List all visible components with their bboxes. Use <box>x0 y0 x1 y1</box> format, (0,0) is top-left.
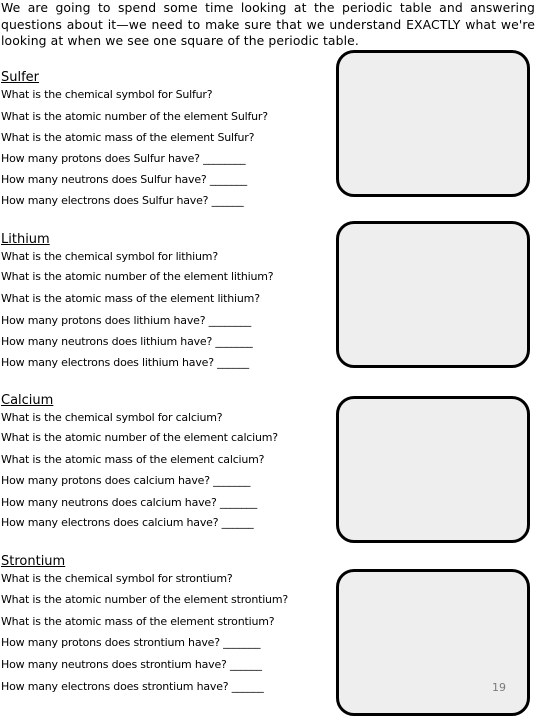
question-neutrons: How many neutrons does calcium have? _______ <box>1 496 258 509</box>
question-protons: How many protons does calcium have? _______ <box>1 474 251 487</box>
question-neutrons: How many neutrons does Sulfur have? _______ <box>1 173 247 186</box>
question-atomic-number: What is the atomic number of the element lithium? <box>1 270 274 283</box>
section-title: Calcium <box>1 393 54 408</box>
question-chemical-symbol: What is the chemical symbol for calcium? <box>1 411 223 424</box>
question-atomic-number: What is the atomic number of the element strontium? <box>1 593 288 606</box>
intro-paragraph: We are going to spend some time looking at the periodic table and answering questions about it—we need to make sure that we understand EXACTLY what we're looking at when we see one square of the periodic table. <box>1 0 535 48</box>
question-protons: How many protons does Sulfur have? ________ <box>1 152 246 165</box>
answer-box-calcium[interactable] <box>336 396 530 543</box>
section-title: Lithium <box>1 232 50 247</box>
question-chemical-symbol: What is the chemical symbol for strontium? <box>1 572 233 585</box>
question-chemical-symbol: What is the chemical symbol for Sulfur? <box>1 88 213 101</box>
section-sulfer <box>1 70 331 220</box>
question-electrons: How many electrons does Sulfur have? ______ <box>1 194 244 207</box>
answer-box-lithium[interactable] <box>336 221 530 368</box>
section-title: Sulfer <box>1 70 40 85</box>
section-calcium <box>1 393 331 543</box>
page-number: 19 <box>492 681 506 694</box>
question-neutrons: How many neutrons does lithium have? _______ <box>1 335 253 348</box>
question-chemical-symbol: What is the chemical symbol for lithium? <box>1 250 218 263</box>
question-protons: How many protons does lithium have? ________ <box>1 314 252 327</box>
question-atomic-mass: What is the atomic mass of the element Sulfur? <box>1 131 255 144</box>
answer-box-sulfer[interactable] <box>336 50 530 197</box>
question-atomic-mass: What is the atomic mass of the element lithium? <box>1 292 260 305</box>
question-neutrons: How many neutrons does strontium have? ______ <box>1 658 262 671</box>
section-lithium <box>1 232 331 382</box>
question-atomic-mass: What is the atomic mass of the element calcium? <box>1 453 265 466</box>
question-atomic-number: What is the atomic number of the element calcium? <box>1 431 278 444</box>
question-atomic-mass: What is the atomic mass of the element strontium? <box>1 615 275 628</box>
question-electrons: How many electrons does strontium have? ______ <box>1 680 264 693</box>
question-electrons: How many electrons does lithium have? ______ <box>1 356 249 369</box>
section-title: Strontium <box>1 554 66 569</box>
question-atomic-number: What is the atomic number of the element Sulfur? <box>1 110 268 123</box>
section-strontium <box>1 554 331 704</box>
question-protons: How many protons does strontium have? _______ <box>1 636 261 649</box>
question-electrons: How many electrons does calcium have? ______ <box>1 516 254 529</box>
